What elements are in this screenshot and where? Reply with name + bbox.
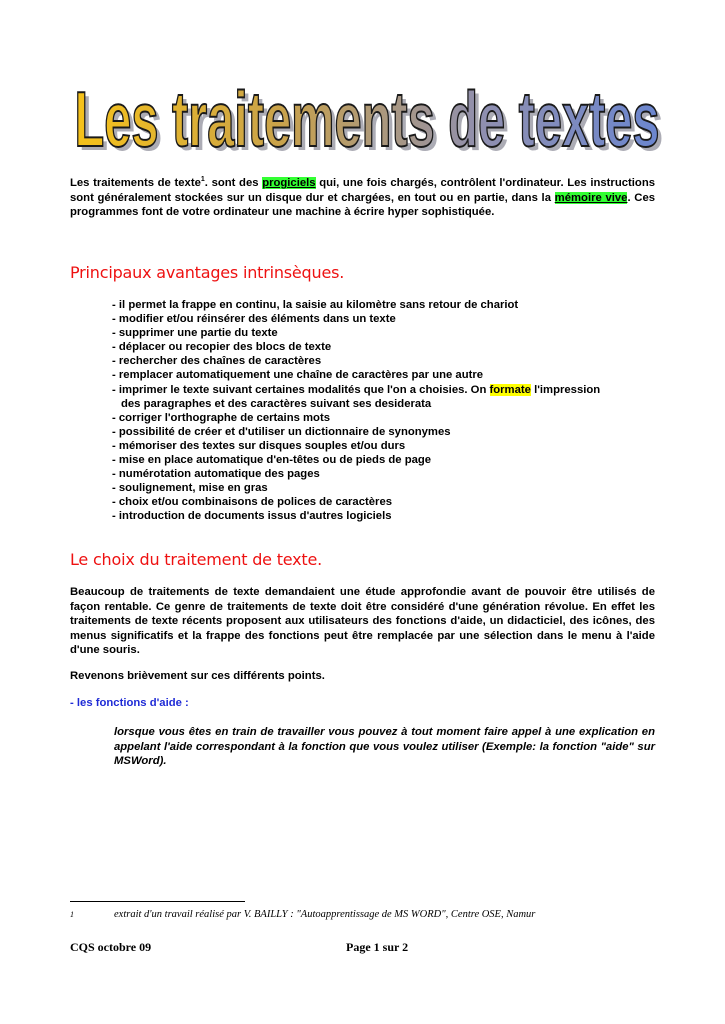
avantages-list xyxy=(112,298,657,524)
list-item: - corriger l'orthographe de certains mots xyxy=(112,411,331,424)
choix-paragraph: Beaucoup de traitements de texte demandaient une étude approfondie avant de pouvoir être utilisés de façon rentable. Ce genre de traitements de texte doit être considéré d'une génération révolue. En effet les traitements de texte récents proposent aux utilisateurs des fonctions d'aide, un didacticiel, des icônes, des menus significatifs et la frappe des fonctions peut être remplacée par une sélection dans le menu à l'aide d'une souris. xyxy=(70,586,655,656)
footer-page-number: Page 1 sur 2 xyxy=(346,940,409,954)
section-heading-choix: Le choix du traitement de texte. xyxy=(70,550,323,569)
list-item: - choix et/ou combinaisons de polices de caractères xyxy=(112,496,393,509)
list-item: - déplacer ou recopier des blocs de texte xyxy=(112,341,332,354)
highlight-progiciels[interactable]: progiciels xyxy=(262,177,316,189)
list-item-text: - imprimer le texte suivant certaines modalités que l'on a choisies. On xyxy=(112,383,490,396)
list-item-text: l'impression xyxy=(530,383,601,396)
footnote-divider xyxy=(70,901,245,902)
highlight-memoire-vive[interactable]: mémoire vive xyxy=(554,191,628,204)
intro-text-2: . sont des xyxy=(204,177,263,189)
intro-paragraph xyxy=(70,176,655,220)
list-item: - mémoriser des textes sur disques souples et/ou durs xyxy=(112,439,406,452)
list-item: - modifier et/ou réinsérer des éléments dans un texte xyxy=(112,313,396,326)
subhead-fonctions-aide[interactable]: - les fonctions d'aide : xyxy=(70,697,189,709)
intro-text-3: qui, une fois chargés, contrôlent l'ordinateur. Les instructions sont généralement stockées sur un disque dur et chargées, en tout ou en partie, dans la xyxy=(70,177,655,204)
intro-text-4: . Ces programmes font de votre ordinateur une machine à écrire hyper sophistiquée. xyxy=(70,191,656,218)
list-item: - rechercher des chaînes de caractères xyxy=(112,355,322,368)
footnote-mark: 1 xyxy=(70,910,74,919)
revenons-paragraph: Revenons brièvement sur ces différents points. xyxy=(70,670,325,682)
section-heading-avantages: Principaux avantages intrinsèques. xyxy=(70,263,345,282)
title-shadow: Les traitements de textes xyxy=(78,79,664,162)
footer-date: CQS octobre 09 xyxy=(70,940,152,954)
list-item: - possibilité de créer et d'utiliser un dictionnaire de synonymes xyxy=(112,425,451,438)
list-item: - remplacer automatiquement une chaîne de caractères par une autre xyxy=(112,369,484,382)
aide-explanation: lorsque vous êtes en train de travailler vous pouvez à tout moment faire appel à une explication en appelant l'aide correspondant à la fonction que vous voulez utiliser (Exemple: la fonction "aide" sur MSWord). xyxy=(114,726,655,767)
footnote-reference[interactable]: 1 xyxy=(200,176,205,184)
list-item: - supprimer une partie du texte xyxy=(112,327,278,340)
list-item: - mise en place automatique d'en-têtes ou de pieds de page xyxy=(112,454,432,467)
title-text: Les traitements de textes xyxy=(74,75,660,162)
list-item: - introduction de documents issus d'autres logiciels xyxy=(112,510,392,523)
list-item-continuation: des paragraphes et des caractères suivant ses desiderata xyxy=(121,397,432,410)
highlight-formate[interactable]: formate xyxy=(489,383,531,396)
intro-text-1: Les traitements de texte xyxy=(70,177,201,189)
list-item: - soulignement, mise en gras xyxy=(112,482,268,495)
list-item: - numérotation automatique des pages xyxy=(112,468,320,481)
title-wordart xyxy=(60,70,665,162)
list-item: - il permet la frappe en continu, la saisie au kilomètre sans retour de chariot xyxy=(112,299,519,311)
footnote-text: extrait d'un travail réalisé par V. BAILLY : "Autoapprentissage de MS WORD", Centre OSE, Namur xyxy=(114,909,536,920)
list-item-formate xyxy=(112,383,657,397)
